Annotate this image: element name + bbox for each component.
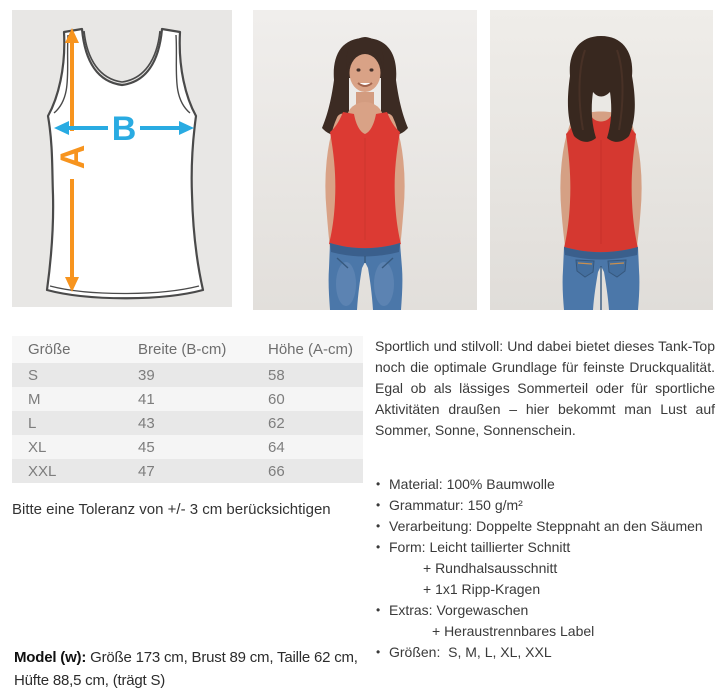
bullet-icon: • (376, 498, 381, 512)
feature-item-grammatur: • Grammatur: 150 g/m² (375, 495, 715, 516)
size-cell: XXL (12, 459, 122, 483)
tolerance-note: Bitte eine Toleranz von +/- 3 cm berücksichtigen (12, 501, 331, 518)
col-header-width: Breite (B-cm) (122, 336, 252, 363)
size-table (12, 336, 363, 483)
table-row-m (12, 387, 363, 411)
width-cell: 43 (122, 411, 252, 435)
table-row-l (12, 411, 363, 435)
width-cell: 41 (122, 387, 252, 411)
jeans-wash-right (374, 262, 394, 306)
front-view-photo (253, 10, 477, 310)
smile (358, 83, 372, 86)
feature-item-material: • Material: 100% Baumwolle (375, 474, 715, 495)
size-table-header-row (12, 336, 363, 363)
width-cell: 39 (122, 363, 252, 387)
back-view-photo (490, 10, 713, 310)
size-cell: S (12, 363, 122, 387)
bullet-icon: • (376, 645, 381, 659)
feature-item-verarbeitung: • Verarbeitung: Doppelte Steppnaht an den Säumen (375, 516, 715, 537)
left-eye (357, 68, 361, 71)
right-eye (370, 68, 374, 71)
size-cell: L (12, 411, 122, 435)
feature-subitem: + 1x1 Ripp-Kragen (423, 581, 541, 597)
feature-item-form: • Form: Leicht taillierter Schnitt + Rundhalsausschnitt + 1x1 Ripp-Kragen (375, 537, 715, 600)
size-cell: M (12, 387, 122, 411)
feature-list (375, 474, 715, 663)
feature-item-groessen: • Größen: S, M, L, XL, XXL (375, 642, 715, 663)
label-b: B (111, 110, 137, 148)
col-header-size: Größe (12, 336, 122, 363)
height-cell: 62 (252, 411, 363, 435)
product-description: Sportlich und stilvoll: Und dabei bietet dieses Tank-Top noch die optimale Grundlage für feinste Druckqualität. Egal ob als lässiges Sommerteil oder für sportliche Aktivitäten draußen – hier bekommt man Lust auf Sommer, Sonne, Sonnenschein. (375, 338, 715, 438)
label-a: A (54, 144, 92, 170)
feature-subitem: + Heraustrennbares Label (432, 623, 595, 639)
width-cell: 45 (122, 435, 252, 459)
measurement-diagram (12, 10, 232, 307)
bullet-icon: • (376, 540, 381, 554)
model-front-illustration (253, 10, 477, 310)
height-cell: 64 (252, 435, 363, 459)
bullet-icon: • (376, 603, 381, 617)
bullet-icon: • (376, 519, 381, 533)
feature-item-extras: • Extras: Vorgewaschen + Heraustrennbares Label (375, 600, 715, 642)
feature-subitem: + Rundhalsausschnitt (423, 560, 558, 576)
height-cell: 60 (252, 387, 363, 411)
bullet-icon: • (376, 477, 381, 491)
height-cell: 58 (252, 363, 363, 387)
tank-top-measurement-drawing (12, 10, 232, 307)
col-header-height: Höhe (A-cm) (252, 336, 363, 363)
model-measurements (14, 646, 374, 692)
model-details: Größe 173 cm, Brust 89 cm, Taille 62 cm, Hüfte 88,5 cm, (trägt S) (14, 649, 358, 689)
product-description-column (375, 336, 715, 663)
table-row-xl (12, 435, 363, 459)
height-cell: 66 (252, 459, 363, 483)
jeans-wash-left (336, 262, 356, 306)
width-cell: 47 (122, 459, 252, 483)
table-row-xxl (12, 459, 363, 483)
size-cell: XL (12, 435, 122, 459)
model-label: Model (w): (14, 649, 87, 666)
table-row-s (12, 363, 363, 387)
model-back-illustration (490, 10, 713, 310)
